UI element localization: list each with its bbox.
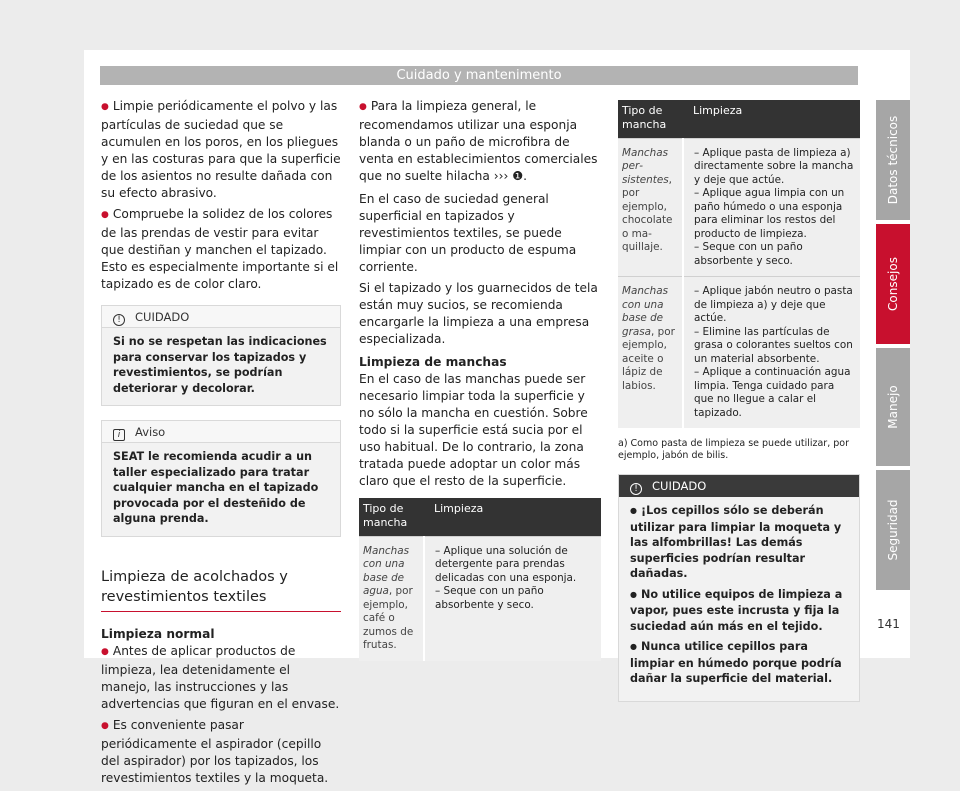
stain-table-1 (359, 498, 601, 661)
subheading-stains: Limpieza de manchas (359, 355, 507, 369)
column-3 (618, 100, 860, 702)
list-item: ● Nunca utilice cepillos para limpiar en húmedo porque podría dañar la superficie del material. (630, 639, 850, 687)
caution-text: Si no se respetan las indicaciones para conservar los tapizados y revestimientos, se podrían deteriorar y decolorar. (113, 335, 327, 395)
warning-icon: ! (630, 483, 642, 495)
bullet-sponge: ● Para la limpieza general, le recomendamos utilizar una esponja blanda o un paño de microfibra de venta en establecimientos comerciales que no suelte hilacha ››› ❶. (359, 98, 601, 185)
page-header: Cuidado y mantenimento (100, 66, 858, 85)
paragraph-stains: En el caso de las manchas puede ser necesario limpiar toda la superficie y no sólo la mancha en cuestión. Sobre todo si la superficie está sucia por el uso habitual. De lo contrario, la zona tratada puede adoptar un color más claro que el resto de la superficie. (359, 372, 588, 488)
column-1 (101, 98, 341, 791)
section-heading: Limpieza de acolchados y revestimientos textiles (101, 567, 341, 612)
warning-icon: ! (113, 314, 125, 326)
page-number: 141 (877, 617, 900, 631)
tab-datos-tecnicos[interactable]: Datos técnicos (876, 100, 910, 220)
bullet-dust: ● Limpie periódicamente el polvo y las partículas de suciedad que se acumulen en los poros, en los pliegues y en las costuras para que la superficie de los asientos no resulte dañada con su efecto abrasivo. (101, 98, 341, 202)
column-2 (359, 98, 601, 661)
bullet-instructions: ● Antes de aplicar productos de limpieza, lea detenidamente el manejo, las instrucciones y las advertencias que figuran en el envase. (101, 643, 341, 713)
table-row (359, 536, 601, 661)
tab-seguridad[interactable]: Seguridad (876, 470, 910, 590)
table-header-row (618, 100, 860, 138)
bullet-colors: ● Compruebe la solidez de los colores de las prendas de vestir para evitar que destiñan y manchen el tapizado. Esto es especialmente importante si el tapizado es de color claro. (101, 206, 341, 293)
bullet-vacuum: ● Es conveniente pasar periódicamente el aspirador (cepillo del aspirador) por los tapizados, los revestimientos textiles y la moqueta. (101, 717, 341, 787)
stain-type-cell: Manchas con una base de agua, por ejemplo, café o zumos de frutas. (359, 536, 424, 661)
table-header-type: Tipo de mancha (618, 100, 683, 138)
caution-header (102, 306, 340, 328)
table-row (618, 277, 860, 429)
subheading-normal: Limpieza normal (101, 626, 215, 641)
stain-type-cell: Manchas persistentes, por ejemplo, chocolate o maquillaje. (618, 138, 683, 277)
info-icon: i (113, 429, 125, 441)
paragraph-foam: En el caso de suciedad general superficial en tapizados y revestimientos textiles, se puede limpiar con un producto de espuma corriente. (359, 192, 577, 274)
caution-label: CUIDADO (652, 479, 707, 493)
table-row (618, 138, 860, 277)
notice-label: Aviso (135, 425, 166, 439)
caution-list (619, 497, 859, 701)
caution-box (101, 305, 341, 406)
stain-type-cell: Manchas con una base de grasa, por ejemplo, aceite o lápiz de labios. (618, 277, 683, 429)
tab-consejos[interactable]: Consejos (876, 224, 910, 344)
notice-header (102, 421, 340, 443)
table-header-type: Tipo de mancha (359, 498, 424, 536)
notice-box (101, 420, 341, 537)
notice-text: SEAT le recomienda acudir a un taller especializado para tratar cualquier mancha en el tapizado provocada por el desteñido de alguna prenda. (113, 450, 319, 525)
table-header-cleaning: Limpieza (683, 100, 860, 138)
cleaning-cell: – Aplique pasta de limpieza a) directamente sobre la mancha y deje que actúe. – Aplique agua limpia con un paño húmedo o una esponja para eliminar los restos del producto de limpieza. – Seque con un paño absorbente y seco. (683, 138, 860, 277)
paragraph-company: Si el tapizado y los guarnecidos de tela están muy sucios, se recomienda encargarle la limpieza a una empresa especializada. (359, 281, 598, 346)
footnote: a) Como pasta de limpieza se puede utilizar, por ejemplo, jabón de bilis. (618, 438, 849, 461)
caution-header (619, 475, 859, 497)
table-header-cleaning: Limpieza (424, 498, 601, 536)
cleaning-cell: – Aplique una solución de detergente para prendas delicadas con una esponja. – Seque con un paño absorbente y seco. (424, 536, 601, 661)
tab-manejo[interactable]: Manejo (876, 348, 910, 466)
caution-box-2 (618, 474, 860, 702)
stain-table-2 (618, 100, 860, 428)
list-item: ● ¡Los cepillos sólo se deberán utilizar para limpiar la moqueta y las alfombrillas! Las demás superficies podrían resultar dañadas. (630, 503, 850, 582)
caution-label: CUIDADO (135, 310, 190, 324)
cleaning-cell: – Aplique jabón neutro o pasta de limpieza a) y deje que actúe. – Elimine las partículas de grasa o colorantes sueltos con un material absorbente. – Aplique a continuación agua limpia. Tenga cuidado para que no llegue a calar el tapizado. (683, 277, 860, 429)
list-item: ● No utilice equipos de limpieza a vapor, pues este incrusta y fija la suciedad aún más en el tejido. (630, 587, 850, 635)
table-header-row (359, 498, 601, 536)
